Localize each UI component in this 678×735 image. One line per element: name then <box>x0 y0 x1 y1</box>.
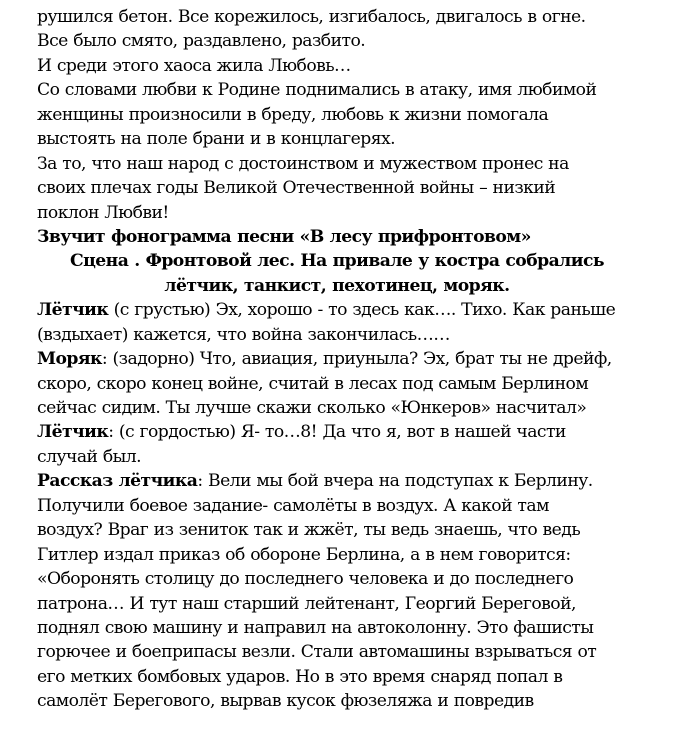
dialogue-line: самолёт Берегового, вырвав кусок фюзеляжа и повредив <box>37 691 534 712</box>
paragraph-line: За то, что наш народ с достоинством и мужеством пронес на <box>37 153 569 174</box>
paragraph-line: поклон Любви! <box>37 202 169 223</box>
document-page <box>37 5 673 714</box>
dialogue-line: случай был. <box>37 446 142 467</box>
dialogue-line: (вздыхает) кажется, что война закончилась…… <box>37 324 450 345</box>
dialogue-line: Гитлер издал приказ об обороне Берлина, а в нем говорится: <box>37 544 571 565</box>
paragraph-line: рушился бетон. Все корежилось, изгибалось, двигалось в огне. <box>37 7 586 27</box>
dialogue-line: сейчас сидим. Ты лучше скажи сколько «Юнкеров» насчитал» <box>37 398 587 418</box>
dialogue-line: скоро, скоро конец войне, считай в лесах под самым Берлином <box>37 373 589 394</box>
dialogue-line: Моряк: (задорно) Что, авиация, приуныла? Эх, брат ты не дрейф, <box>37 349 612 370</box>
dialogue-line: Рассказ лётчика: Вели мы бой вчера на подступах к Берлину. <box>37 471 593 492</box>
dialogue-line: Получили боевое задание- самолёты в воздух. А какой там <box>37 495 549 516</box>
speaker-name: Лётчик <box>37 422 109 443</box>
speaker-name: Лётчик <box>37 300 109 321</box>
dialogue-line: Лётчик (с грустью) Эх, хорошо - то здесь как…. Тихо. Как раньше <box>37 300 616 321</box>
dialogue-line: патрона… И тут наш старший лейтенант, Георгий Береговой, <box>37 593 576 614</box>
dialogue-line: его метких бомбовых ударов. Но в это время снаряд попал в <box>37 666 563 687</box>
dialogue-line: воздух? Враг из зениток так и жжёт, ты ведь знаешь, что ведь <box>37 520 581 541</box>
scene-heading-line: Сцена . Фронтовой лес. На привале у костра собрались <box>70 251 604 272</box>
paragraph-line: Со словами любви к Родине поднимались в атаку, имя любимой <box>37 80 597 101</box>
paragraph-line: выстоять на поле брани и в концлагерях. <box>37 129 396 150</box>
paragraph-line: женщины произносили в бреду, любовь к жизни помогала <box>37 104 549 125</box>
scene-heading-line: лётчик, танкист, пехотинец, моряк. <box>164 275 510 296</box>
stage-direction: Звучит фонограмма песни «В лесу прифронтовом» <box>37 226 531 247</box>
dialogue-line: Лётчик: (с гордостью) Я- то…8! Да что я, вот в нашей части <box>37 422 566 443</box>
dialogue-line: «Оборонять столицу до последнего человека и до последнего <box>37 569 574 590</box>
speaker-name: Рассказ лётчика <box>37 471 198 492</box>
dialogue-line: горючее и боеприпасы везли. Стали автомашины взрываться от <box>37 642 597 663</box>
paragraph-line: И среди этого хаоса жила Любовь… <box>37 55 351 76</box>
paragraph-line: своих плечах годы Великой Отечественной войны – низкий <box>37 178 556 199</box>
dialogue-line: поднял свою машину и направил на автоколонну. Это фашисты <box>37 617 594 638</box>
paragraph-line: Все было смято, раздавлено, разбито. <box>37 31 366 52</box>
speaker-name: Моряк <box>37 349 102 370</box>
